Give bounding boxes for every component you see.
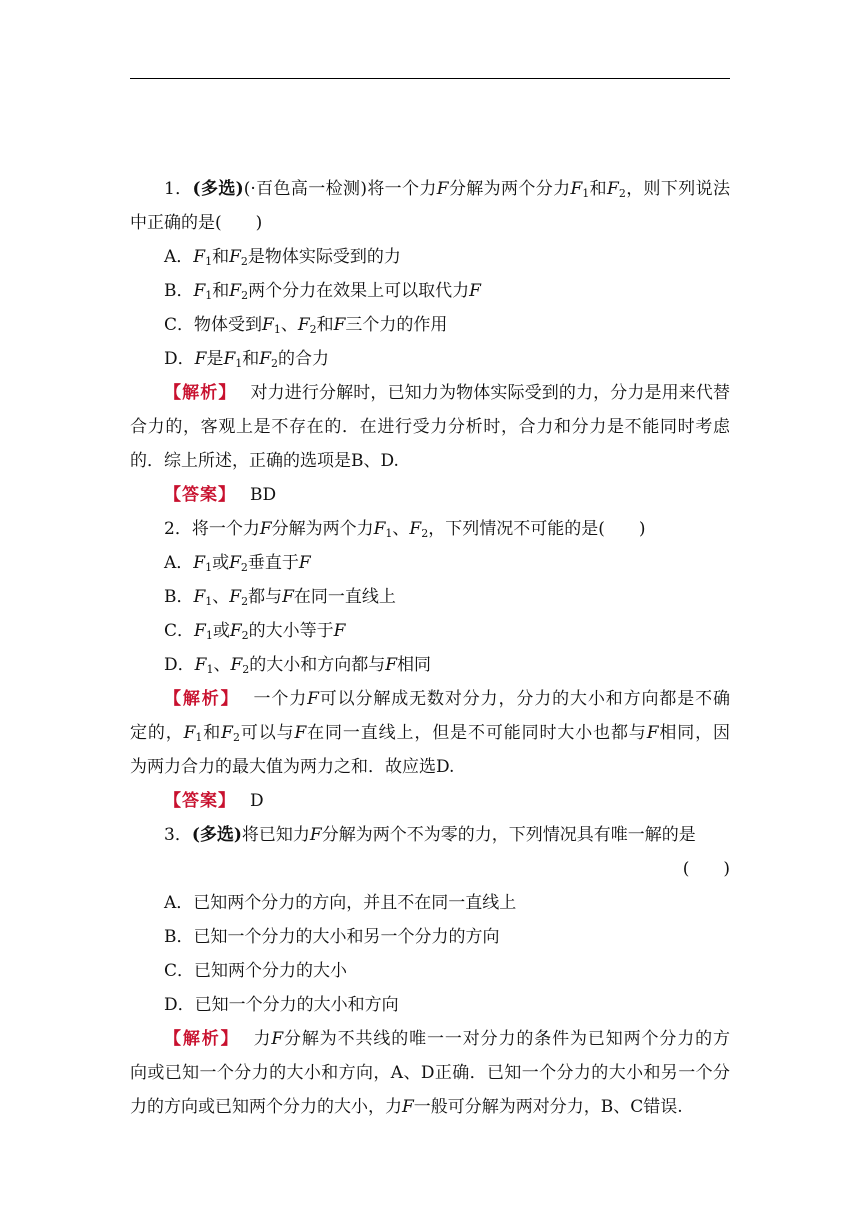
q3-multi-tag: (多选): [191, 825, 242, 845]
q1-answer: BD: [250, 485, 277, 505]
q1-stem-rest: 将一个力F分解为两个分力$F_1$和$F_2$，则下列说法: [366, 179, 730, 200]
q1-analysis-tag: 【解析】: [164, 383, 237, 403]
header-rule: [130, 78, 730, 79]
q1-option-c: C．物体受到$F_1$、$F_2$和F三个力的作用: [164, 315, 448, 336]
q3-analysis-tag: 【解析】: [164, 1029, 240, 1049]
q2-number: 2．: [164, 519, 192, 539]
q2-analysis-line3: 为两力合力的最大值为两力之和．故应选D.: [130, 757, 455, 777]
q1-multi-tag: (多选): [192, 179, 244, 199]
q3-stem: 3．(多选)将已知力F分解为两个不为零的力，下列情况具有唯一解的是: [164, 825, 696, 845]
q3-option-c: C．已知两个分力的大小: [164, 961, 348, 981]
q1-option-a: A．$F_1$和$F_2$是物体实际受到的力: [164, 247, 401, 268]
q1-analysis-line3: 的．综上所述，正确的选项是B、D.: [130, 451, 399, 471]
q3-option-b: B．已知一个分力的大小和另一个分力的方向: [164, 927, 500, 947]
q3-analysis-line2: 向或已知一个分力的大小和方向，A、D正确．已知一个分力的大小和另一个分: [130, 1063, 730, 1083]
q1-option-d: D．F是$F_1$和$F_2$的合力: [164, 349, 330, 370]
q3-answer-bracket: ( ): [682, 859, 730, 879]
q2-analysis-line1: 【解析】 一个力F可以分解成无数对分力，分力的大小和方向都是不确: [164, 689, 730, 709]
q1-option-b: B．$F_1$和$F_2$两个分力在效果上可以取代力F: [164, 281, 481, 302]
q2-answer: D: [250, 791, 264, 811]
q2-stem: 2．将一个力F分解为两个力$F_1$、$F_2$，下列情况不可能的是( ): [164, 519, 646, 540]
q2-option-b: B．$F_1$、$F_2$都与F在同一直线上: [164, 587, 396, 608]
q1-answer-line: [130, 478, 730, 512]
q1-analysis-line1: 【解析】 对力进行分解时，已知力为物体实际受到的力，分力是用来代替: [164, 383, 730, 403]
q3-analysis-line3: 力的方向或已知两个分力的大小，力F一般可分解为两对分力，B、C错误.: [130, 1097, 683, 1117]
q2-analysis-line2: 定的，$F_1$和$F_2$可以与F在同一直线上，但是不可能同时大小也都与F相同，因: [130, 723, 730, 744]
q1-analysis-line2: 合力的，客观上是不存在的．在进行受力分析时，合力和分力是不能同时考虑: [130, 417, 730, 437]
q1-stem-line1: [130, 172, 730, 206]
document-body: [130, 172, 730, 1124]
q1-source: (·百色高一检测): [243, 179, 367, 199]
q2-option-c: C．$F_1$或$F_2$的大小等于F: [164, 621, 346, 642]
q3-option-d: D．已知一个分力的大小和方向: [164, 995, 399, 1015]
q2-option-a: A．$F_1$或$F_2$垂直于F: [164, 553, 311, 574]
q1-answer-tag: 【答案】: [164, 485, 236, 505]
q3-analysis-line1: 【解析】 力F分解为不共线的唯一一对分力的条件为已知两个分力的方: [164, 1029, 730, 1049]
q1-stem-line2: 中正确的是( ): [130, 213, 263, 233]
q1-number: 1．: [164, 179, 193, 199]
q3-option-a: A．已知两个分力的方向，并且不在同一直线上: [164, 893, 517, 913]
q2-analysis-tag: 【解析】: [164, 689, 240, 709]
q3-number: 3．: [164, 825, 192, 845]
q2-option-d: D．$F_1$、$F_2$的大小和方向都与F相同: [164, 655, 432, 676]
q2-answer-line: [130, 784, 730, 818]
q2-answer-tag: 【答案】: [164, 791, 236, 811]
